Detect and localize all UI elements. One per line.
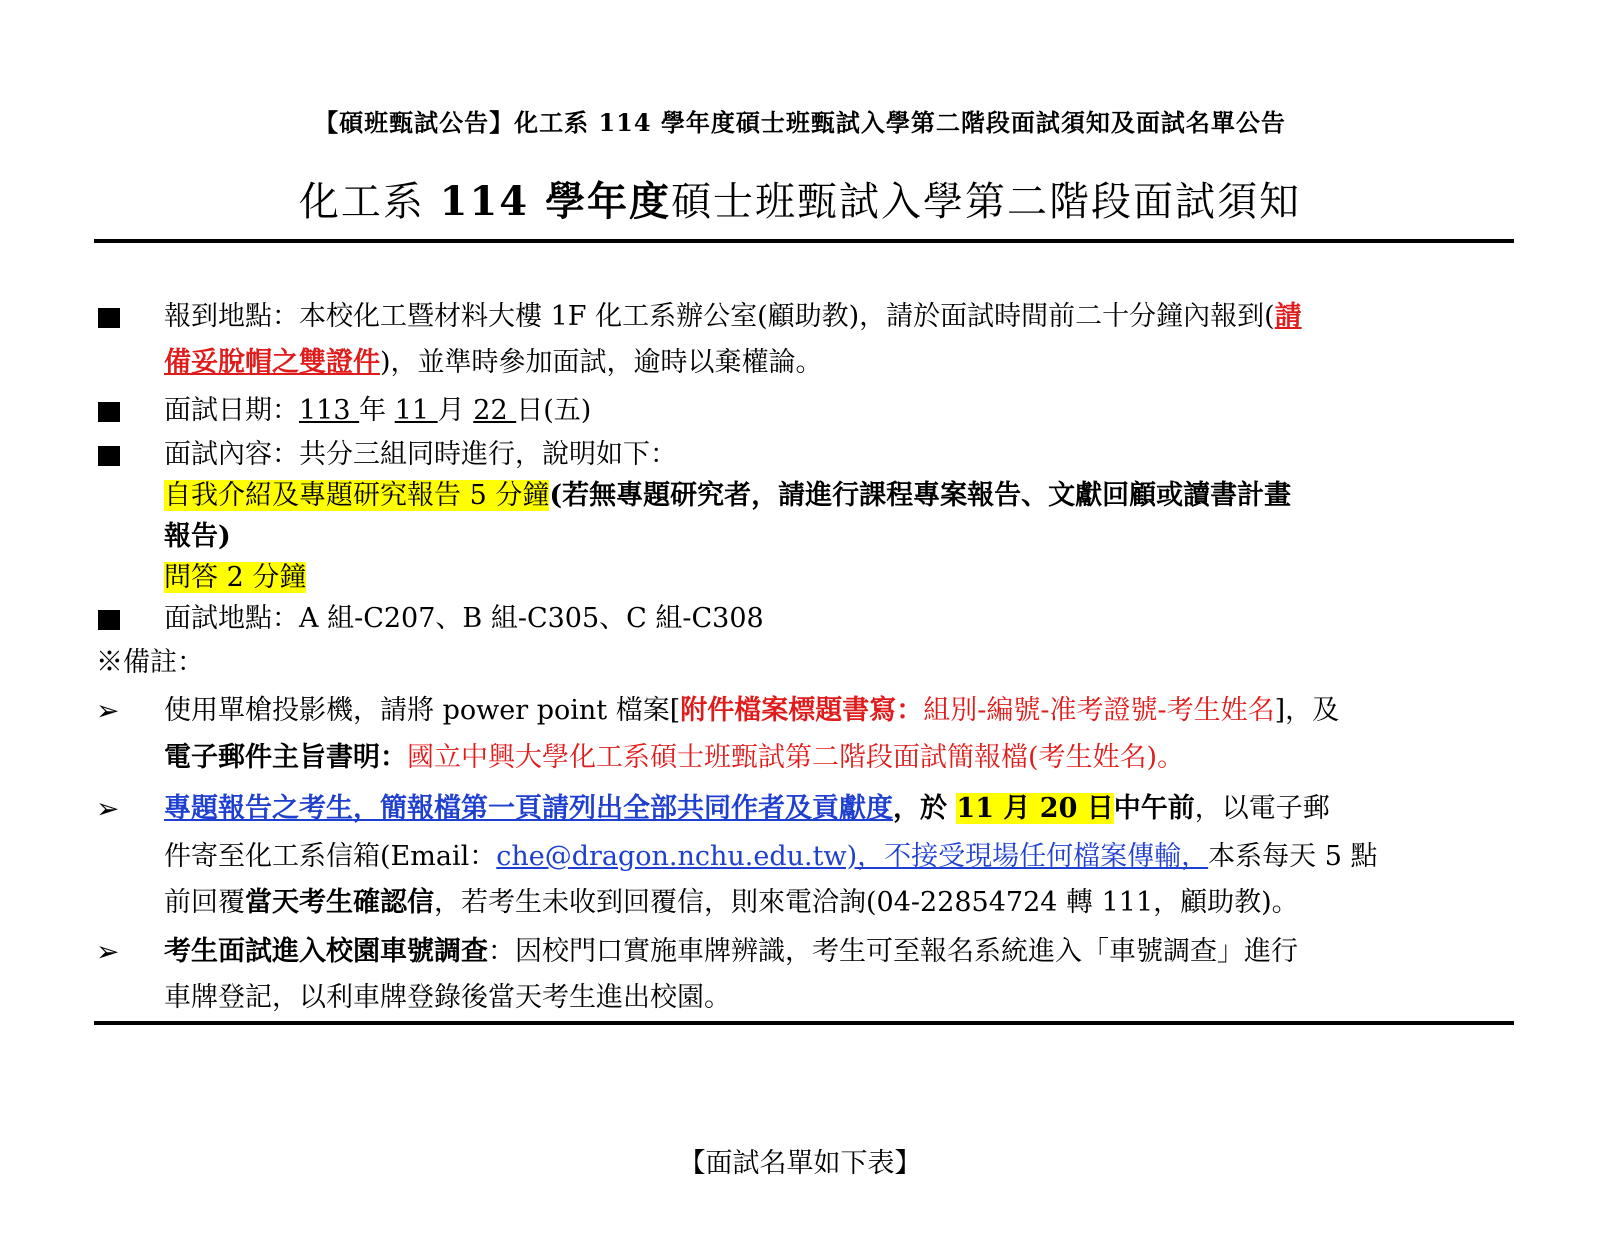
- arrow-bullet-icon: ➢: [96, 694, 120, 727]
- square-bullet-icon: [98, 610, 120, 630]
- arrow-bullet-icon: ➢: [96, 935, 120, 968]
- announcement-header: 【碩班甄試公告】化工系 114 學年度碩士班甄試入學第二階段面試須知及面試名單公告: [314, 108, 1286, 137]
- page-title: 化工系 114 學年度碩士班甄試入學第二階段面試須知: [298, 178, 1302, 225]
- top-divider: [94, 239, 1514, 243]
- bottom-divider: [94, 1021, 1514, 1025]
- square-bullet-icon: [98, 402, 120, 422]
- square-bullet-icon: [98, 308, 120, 328]
- square-bullet-icon: [98, 446, 120, 466]
- interview-list-heading: 【面試名單如下表】: [678, 1148, 922, 1179]
- arrow-bullet-icon: ➢: [96, 792, 120, 825]
- email-link[interactable]: che@dragon.nchu.edu.tw)，不接受現場任何檔案傳輸，: [496, 841, 1209, 872]
